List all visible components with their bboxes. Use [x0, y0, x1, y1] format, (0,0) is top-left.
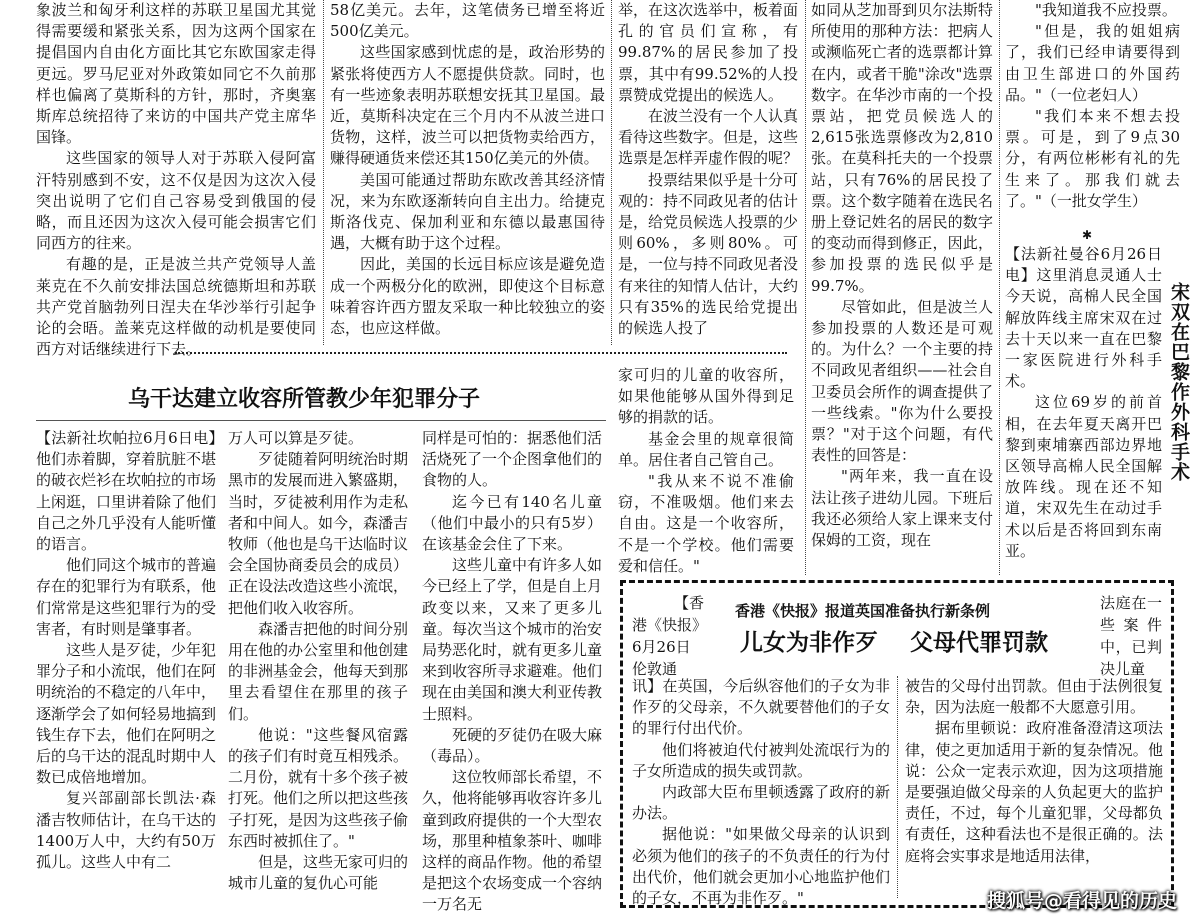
paragraph: "我知道我不应投票。 — [1035, 1, 1177, 19]
paragraph: 在波兰没有一个人认真看待这些数字。但是，这些选票是怎样弄虚作假的呢？ — [618, 107, 799, 168]
paragraph: 复兴部副部长凯法·森潘吉牧师估计，在乌干达的1400万人中，大约有50万孤儿。这些人中有二 — [36, 789, 217, 872]
paragraph: 被告的父母付出罚款。但由于法例很复杂，因为法庭一般都不大愿意引用。 — [905, 677, 1163, 717]
paragraph: 这些人是歹徒，少年犯罪分子和小流氓，他们在阿明统治的不稳定的八年中，逐渐学会了如何轻易地搞到钱生存下去，他们在阿明之后的乌干达的混乱时期中人数已成倍地增加。 — [36, 641, 217, 787]
song-article-headline: 宋双在巴黎作外科手术 — [1168, 282, 1190, 482]
paragraph: 家可归的儿童的收容所，如果他能够从国外得到足够的捐款的话。 — [618, 366, 794, 427]
paragraph: 万人可以算是歹徒。 — [228, 429, 364, 447]
paragraph: 他们将被迫代付被判处流氓行为的子女所造成的损失或罚款。 — [632, 740, 890, 780]
column-divider — [323, 0, 324, 345]
paragraph: "但是，我的姐姐病了，我们已经申请要得到由卫生部进口的外国药品。"（一位老妇人） — [1005, 22, 1180, 104]
column-divider — [611, 0, 612, 345]
uganda-col-2 — [228, 428, 408, 918]
dateline-line: 港《快报》 — [632, 616, 708, 634]
paragraph: 讯】在英国，今后纵容他们的子女为非作歹的父母亲，不久就要替他们的子女的罪行付出代价。 — [632, 677, 890, 738]
paragraph: 他们同这个城市的普遍存在的犯罪行为有联系，他们常常是这些犯罪行为的受害者，有时则是肇事者。 — [36, 556, 217, 638]
dateline-line: 6月26日 — [632, 638, 691, 656]
paragraph: 这些国家感到忧虑的是，政治形势的紧张将使西方人不愿提供贷款。同时，也有一些迹象表明苏联想安抚其卫星国。最近，莫斯科决定在三个月内不从波兰进口货物，这样，波兰可以把货物卖给西方，赚得硬通货来偿还其150亿美元的外债。 — [330, 43, 605, 168]
paragraph: "我从来不说不准偷窃，不准吸烟。他们来去自由。这是一个收容所，不是一个学校。他们需要爱和信任。" — [618, 472, 794, 575]
column-divider — [999, 0, 1000, 575]
paragraph: 据他说："如果做父母亲的认识到必须为他们的孩子的不负责任的行为付出代价，他们就会更加小心地监护他们的子女，不再为非作歹。" — [632, 825, 890, 908]
top-article-col-1 — [36, 0, 316, 359]
watermark: 搜狐号@看得见的历史 — [986, 890, 1177, 912]
paragraph: 这些国家的领导人对于苏联入侵阿富汗特别感到不安，这不仅是因为这次入侵突出说明了它们自己容易受到俄国的侵略，而且还因为这次入侵可能会损害它们同西方的往来。 — [36, 149, 316, 253]
paragraph: 这位69岁的前首相，在去年夏天离开巴黎到柬埔寨西部边界地区领导高棉人民全国解放阵线。现在还不知道，宋双先生在动过手术以后是否将回到东南亚。 — [1005, 393, 1162, 560]
paragraph: 举，在这次选举中，板着面孔的官员们宣称，有99.87%的居民参加了投票，其中有99.52%的人投票赞成党提出的候选人。 — [618, 1, 799, 104]
section-divider — [36, 420, 606, 421]
uganda-col-4 — [618, 365, 794, 575]
paragraph: 法庭在一些案件中，已判决儿童 — [1100, 594, 1162, 678]
paragraph: 这位牧师部长希望，不久，他将能够再收容许多儿童到政府提供的一个大型农场，那里种植象茶叶、咖啡这样的商品作物。他的希望是把这个农场变成一个容纳一万名无 — [422, 768, 603, 914]
top-article-col-3 — [618, 0, 798, 345]
hk-col-2 — [905, 676, 1163, 898]
paragraph: 投票结果似乎是十分可观的：持不同政见者的估计是，给党员候选人投票的少则60%，多则80%。可是，一位与持不同政见者没有来往的知情人估计，大约只有35%的选民给党提出的候选人投了 — [618, 170, 799, 338]
paragraph: 迄今已有140名儿童（他们中最小的只有5岁）在该基金会住了下来。 — [422, 492, 602, 554]
paragraph: 同样是可怕的：据悉他们活活烧死了一个企图拿他们的食物的人。 — [422, 429, 603, 490]
uganda-article-headline: 乌干达建立收容所管教少年犯罪分子 — [128, 387, 481, 412]
top-article-col-5 — [1005, 0, 1180, 225]
uganda-col-1 — [36, 428, 216, 918]
hk-article-title-right: 父母代罪罚款 — [910, 630, 1048, 656]
paragraph: 歹徒随着阿明统治时期黑市的发展而进入繁盛期，当时，歹徒被利用作为走私者和中间人。如今，森潘吉牧师（他也是乌干达临时议会全国协商委员会的成员）正在设法改造这些小流氓，把他们收入收容所。 — [228, 450, 409, 617]
song-article-body — [1005, 244, 1162, 574]
top-article-col-2 — [330, 0, 605, 345]
hk-col-1 — [632, 676, 890, 908]
hk-article-title-left: 儿女为非作歹 — [740, 630, 878, 656]
dateline-line: 【香 — [673, 594, 704, 612]
paragraph: "我们本来不想去投票。可是，到了9点30分，有两位彬彬有礼的先生来了。那我们就去了。"（一批女学生） — [1005, 107, 1180, 210]
paragraph: 如同从芝加哥到贝尔法斯特所使用的那种方法：把病人或濒临死亡者的选票都计算在内，或者干脆"涂改"选票数字。在华沙市南的一个投票站，把党员候选人的2,615张选票修改为2,810张。在莫科托夫的一个投票站，只有76%的居民投了票。这个数字随着在选民名册上登记姓名的居民的数字的变动而得到修正，因此，参加投票的选民似乎是99.7%。 — [811, 1, 993, 295]
paragraph: 有趣的是，正是波兰共产党领导人盖莱克在不久前安排法国总统德斯坦和苏联共产党首脑勃列日涅夫在华沙举行引起争论的会晤。盖莱克这样做的动机是要使同西方对话继续进行下去。 — [36, 255, 316, 359]
section-divider — [175, 352, 787, 354]
paragraph: "两年来，我一直在设法让孩子进幼儿园。下班后我还必须给人家上课来支付保姆的工资，现在 — [811, 467, 993, 550]
paragraph: 内政部大臣布里顿透露了政府的新办法。 — [632, 783, 890, 823]
hk-right-top — [1100, 592, 1162, 676]
paragraph: 尽管如此，但是波兰人参加投票的人数还是可观的。为什么？一个主要的持不同政见者组织——社会自卫委员会所作的调查提供了一些线索。"你为什么要投票？"对于这个问题，有代表性的回答是： — [811, 297, 993, 465]
paragraph: 基金会里的规章很简单。居住者自己管自己。 — [618, 429, 794, 469]
paragraph: 58亿美元。去年，这笔债务已增至将近500亿美元。 — [330, 1, 605, 41]
dateline-line: 伦敦通 — [632, 660, 678, 678]
column-divider — [805, 0, 806, 575]
paragraph: 这些儿童中有许多人如今已经上了学，但是自上月政变以来，又来了更多儿童。每次当这个城市的治安局势恶化时，就有更多儿童来到收容所寻求避难。他们现在由美国和澳大利亚传教士照料。 — [422, 556, 603, 723]
paragraph: 美国可能通过帮助东欧改善其经济情况，来为东欧逐渐转向自主出力。给捷克斯洛伐克、保加利亚和东德以最惠国待遇，大概有助于这个过程。 — [330, 170, 605, 253]
uganda-col-3 — [422, 428, 602, 918]
paragraph: 【法新社坎帕拉6月6日电】他们赤着脚，穿着肮脏不堪的破衣烂衫在坎帕拉的市场上闲逛，口里讲着除了他们自己之外几乎没有人能听懂的语言。 — [36, 429, 217, 554]
paragraph: 【法新社曼谷6月26日电】这里消息灵通人士今天说，高棉人民全国解放阵线主席宋双在过去十天以来一直在巴黎一家医院进行外科手术。 — [1005, 245, 1162, 391]
paragraph: 森潘吉把他的时间分别用在他的办公室里和他创建的非洲基金会，他每天到那里去看望住在那里的孩子们。 — [228, 619, 409, 723]
hk-dateline — [632, 592, 708, 682]
hk-article-kicker: 香港《快报》报道英国准备执行新条例 — [735, 602, 991, 620]
paragraph: 因此，美国的长远目标应该是避免造成一个两极分化的欧洲，即使这个目标意味着容许西方盟友采取一种比较独立的姿态，也应这样做。 — [330, 255, 605, 338]
column-divider — [897, 676, 898, 898]
paragraph: 他说："这些餐风宿露的孩子们有时竟互相残杀。二月份，就有十多个孩子被打死。他们之所以把这些孩子打死，是因为这些孩子偷东西时被抓住了。" — [228, 725, 409, 850]
separator-star-icon: ✱ — [1082, 228, 1093, 242]
paragraph: 象波兰和匈牙利这样的苏联卫星国尤其觉得需要缓和紧张关系，因为这两个国家在提倡国内自由化方面比其它东欧国家走得更远。罗马尼亚对外政策如同它不久前那样也偏离了莫斯科的方针，那时，齐奥塞斯库总统招待了来访的中国共产党主席华国锋。 — [36, 1, 316, 147]
top-article-col-4 — [811, 0, 993, 575]
paragraph: 死硬的歹徒仍在吸大麻（毒品）。 — [422, 725, 603, 766]
paragraph: 据布里顿说：政府准备澄清这项法律，使之更加适用于新的复杂情况。他说：公众一定表示欢迎，因为这项措施是要强迫做父母亲的人负起更大的监护责任，不过，每个儿童犯罪，父母都负有责任，这种看法也不是很正确的。法庭将会实事求是地适用法律， — [905, 719, 1163, 865]
paragraph: 但是，这些无家可归的城市儿童的复仇心可能 — [228, 853, 409, 893]
